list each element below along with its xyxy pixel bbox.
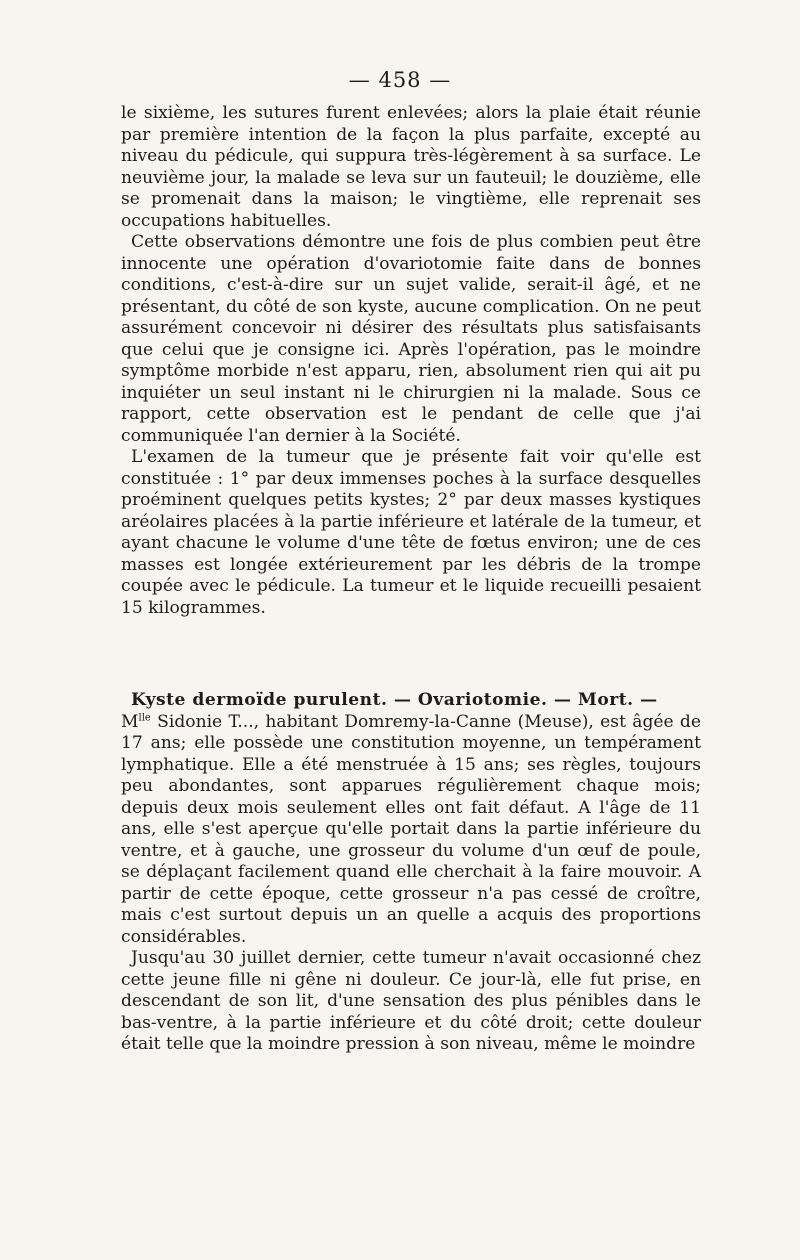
section-heading-paragraph xyxy=(121,690,701,948)
paragraph-examen: L'examen de la tumeur que je présente fait voir qu'elle est constituée : 1° par deux immenses poches à la surface desquelles proéminent quelques petits kystes; 2° par deux masses kystiques aréolaires placées à la partie inférieure et latérale de la tumeur, et ayant chacune le volume d'une tête de fœtus environ; une de ces masses est longée extérieurement par les débris de la trompe coupée avec le pédicule. La tumeur et le liquide recueilli pesaient 15 kilogrammes. xyxy=(121,447,701,618)
title-superscript: lle xyxy=(138,711,151,723)
title-abbrev: M xyxy=(121,711,139,732)
page-number: — 458 — xyxy=(348,68,452,92)
case-description: Sidonie T..., habitant Domremy-la-Canne (Meuse), est âgée de 17 ans; elle possède une constitution moyenne, un tempérament lymphatique. Elle a été menstruée à 15 ans; ses règles, toujours peu abondantes, sont apparues régulièrement chaque mois; depuis deux mois seulement elles ont fait défaut. A l'âge de 11 ans, elle s'est aperçue qu'elle portait dans la partie inférieure du ventre, et à gauche, une grosseur du volume d'un œuf de poule, se déplaçant facilement quand elle cherchait à la faire mouvoir. A partir de cette époque, cette grosseur n'a pas cessé de croître, mais c'est surtout depuis un an quelle a acquis des proportions considérables. xyxy=(121,711,701,947)
paragraph-history: Jusqu'au 30 juillet dernier, cette tumeur n'avait occasionné chez cette jeune fille ni gêne ni douleur. Ce jour-là, elle fut prise, en descendant de son lit, d'une sensation des plus pénibles dans le bas-ventre, à la partie inférieure et du côté droit; cette douleur était telle que la moindre pression à son niveau, même le moindre xyxy=(121,948,701,1054)
text-block-top xyxy=(121,103,701,619)
paragraph-observations: Cette observations démontre une fois de plus combien peut être innocente une opération d'ovariotomie faite dans de bonnes conditions, c'est-à-dire sur un sujet valide, serait-il âgé, et ne présentant, du côté de son kyste, aucune complication. On ne peut assurément concevoir ni désirer des résultats plus satisfaisants que celui que je consigne ici. Après l'opération, pas le moindre symptôme morbide n'est apparu, rien, absolument rien qui ait pu inquiéter un seul instant ni le chirurgien ni la malade. Sous ce rapport, cette observation est le pendant de celle que j'ai communiquée l'an dernier à la Société. xyxy=(121,232,701,446)
patient-title xyxy=(121,712,151,732)
text-block-section xyxy=(121,690,701,1056)
section-heading: Kyste dermoïde purulent. — Ovariotomie. — Mort. — xyxy=(131,690,658,710)
paragraph-continuation: le sixième, les sutures furent enlevées; alors la plaie était réunie par première intention de la façon la plus parfaite, excepté au niveau du pédicule, qui suppura très-légèrement à sa surface. Le neuvième jour, la malade se leva sur un fauteuil; le douzième, elle se promenait dans la maison; le vingtième, elle reprenait ses occupations habituelles. xyxy=(121,103,701,231)
